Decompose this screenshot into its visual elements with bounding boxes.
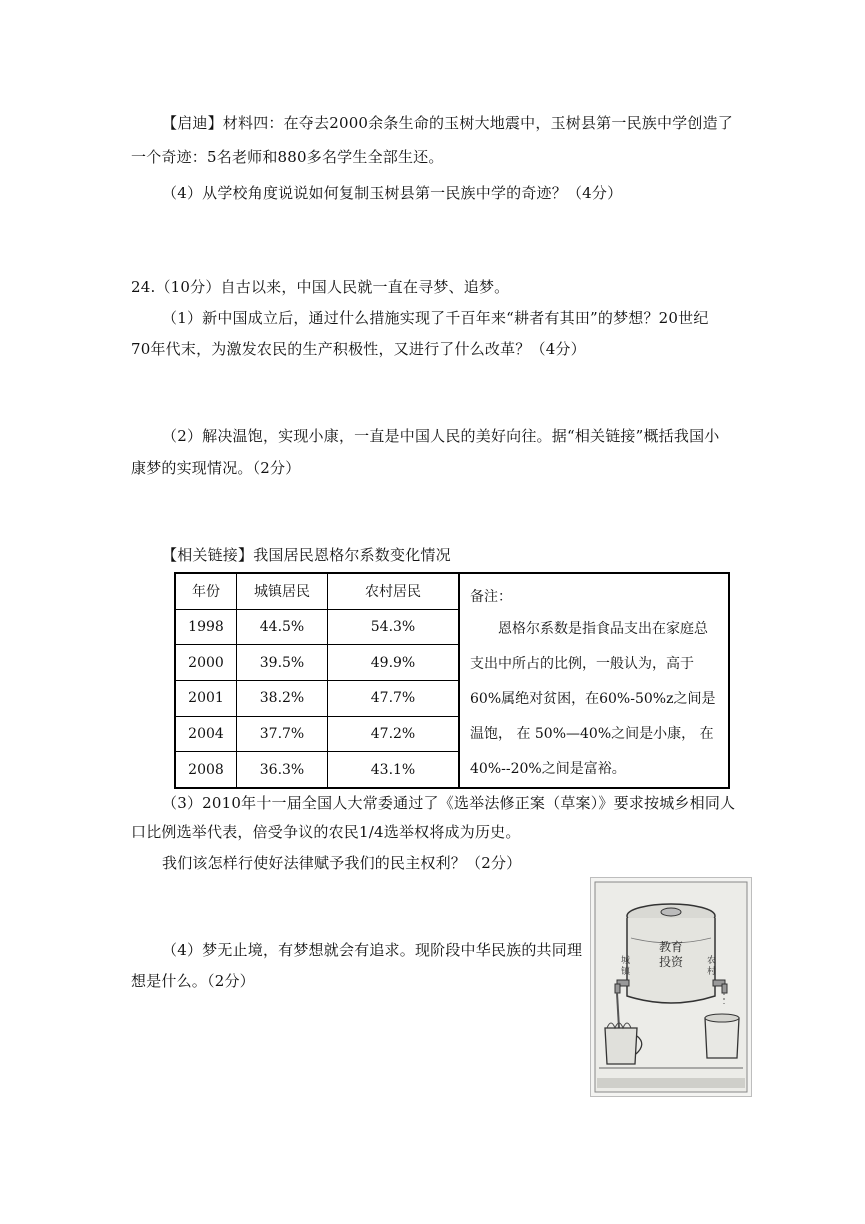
material4-text: 【启迪】材料四：在夺去2000余条生命的玉树大地震中，玉树县第一民族中学创造了 [162, 114, 733, 132]
table-cell: 43.1% [328, 752, 460, 788]
q24-sub1-line1: （1）新中国成立后，通过什么措施实现了千百年来“耕者有其田”的梦想？20世纪 [162, 309, 709, 327]
table-cell: 47.2% [328, 716, 460, 752]
cartoon-right-tap-label: 农村 [707, 956, 717, 977]
table-cell: 36.3% [237, 752, 328, 788]
q24-sub1-line2: 70年代末，为激发农民的生产积极性，又进行了什么改革？（4分） [131, 340, 586, 358]
table-note [459, 573, 729, 788]
cartoon-illustration [590, 877, 752, 1097]
q24-sub2-line2: 康梦的实现情况。（2分） [131, 459, 301, 477]
q23-sub4: （4）从学校角度说说如何复制玉树县第一民族中学的奇迹？（4分） [162, 184, 623, 202]
table-cell: 49.9% [328, 645, 460, 681]
table-cell: 2004 [175, 716, 237, 752]
q24-sub3-line2: 口比例选举代表，倍受争议的农民1/4选举权将成为历史。 [131, 823, 521, 841]
table-cell: 2001 [175, 680, 237, 716]
table-cell: 39.5% [237, 645, 328, 681]
q24-sub2-line1: （2）解决温饱，实现小康，一直是中国人民的美好向往。据“相关链接”概括我国小 [162, 427, 720, 445]
table-header-cell: 年份 [175, 573, 237, 609]
q24-sub3-line3: 我们该怎样行使好法律赋予我们的民主权利？（2分） [162, 854, 522, 872]
q24-sub4-line2: 想是什么。（2分） [131, 972, 255, 990]
q24-sub3-line1: （3）2010年十一届全国人大常委通过了《选举法修正案（草案）》要求按城乡相同人 [162, 794, 736, 812]
table-cell: 38.2% [237, 680, 328, 716]
table-cell: 44.5% [237, 609, 328, 645]
table-cell: 47.7% [328, 680, 460, 716]
table-cell: 2000 [175, 645, 237, 681]
note-label: 备注： [470, 589, 512, 605]
material4-text-cont: 一个奇迹：5名老师和880多名学生全部生还。 [131, 148, 444, 166]
cartoon-icon [591, 878, 751, 1096]
table-cell: 1998 [175, 609, 237, 645]
table-cell: 2008 [175, 752, 237, 788]
table-cell: 54.3% [328, 609, 460, 645]
table-header-row [175, 573, 729, 609]
cartoon-left-tap-label: 城镇 [621, 956, 631, 977]
related-link-title: 【相关链接】我国居民恩格尔系数变化情况 [162, 546, 451, 564]
cartoon-barrel-text: 教育投资 [659, 940, 684, 969]
table-header-cell: 农村居民 [328, 573, 460, 609]
q24-sub4-line1: （4）梦无止境，有梦想就会有追求。现阶段中华民族的共同理 [162, 941, 583, 959]
engel-coefficient-table [174, 572, 730, 789]
table-cell: 37.7% [237, 716, 328, 752]
q24-stem: 24.（10分）自古以来，中国人民就一直在寻梦、追梦。 [131, 278, 510, 296]
table-header-cell: 城镇居民 [237, 573, 328, 609]
note-text: 恩格尔系数是指食品支出在家庭总支出中所占的比例，一般认为，高于60%属绝对贫困，在60%-50%z之间是温饱， 在 50%—40%之间是小康， 在40%--20%之间是富裕。 [470, 621, 716, 777]
